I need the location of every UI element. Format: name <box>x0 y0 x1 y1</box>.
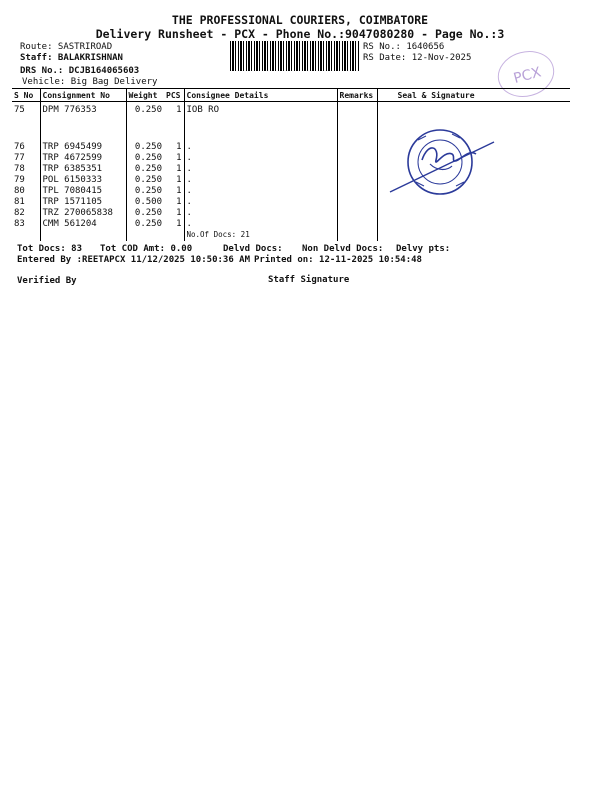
row-weight: 0.250 <box>134 141 162 152</box>
row-weight: 0.250 <box>134 174 162 185</box>
non-delvd-docs: Non Delvd Docs: <box>302 244 384 254</box>
row-sno: 76 <box>12 142 40 153</box>
delvy-pts: Delvy pts: <box>396 244 451 254</box>
row-weight: 0.500 <box>134 196 162 207</box>
row-consignment: TRZ 270065838 <box>40 208 126 219</box>
row-weight: 0.250 <box>134 207 162 218</box>
row-consignment: TRP 1571105 <box>40 197 126 208</box>
rs-date: RS Date: 12-Nov-2025 <box>363 53 472 63</box>
row-details: . <box>184 186 337 197</box>
row-details: . <box>184 208 337 219</box>
row-consignment: POL 6150333 <box>40 175 126 186</box>
row-consignment: CMM 561204 <box>40 219 126 230</box>
col-pcs: PCS <box>164 89 184 102</box>
runsheet-subtitle: Delivery Runsheet - PCX - Phone No.:9047080280 - Page No.:3 <box>95 27 505 41</box>
row-sno: 82 <box>12 208 40 219</box>
col-consignment: Consignment No <box>40 89 126 102</box>
vehicle-label: Vehicle: Big Bag Delivery <box>22 77 158 87</box>
staff-signature: Staff Signature <box>268 275 350 285</box>
verified-by: Verified By <box>17 276 77 286</box>
row-weight: 0.250 <box>134 105 162 115</box>
drs-label: DRS No.: DCJB164065603 <box>20 66 140 76</box>
row-pcs: 1 <box>164 186 184 197</box>
row-consignment: TPL 7080415 <box>40 186 126 197</box>
row-sno: 79 <box>12 175 40 186</box>
delvd-docs: Delvd Docs: <box>223 244 283 254</box>
row-sno: 81 <box>12 197 40 208</box>
row-pcs: 1 <box>164 197 184 208</box>
row-details: . <box>184 142 337 153</box>
row-details: . <box>184 197 337 208</box>
row-details: . <box>184 175 337 186</box>
row-details: IOB RO <box>184 102 337 142</box>
table-summary-row <box>12 230 570 241</box>
row-pcs: 1 <box>164 142 184 153</box>
row-pcs: 1 <box>164 175 184 186</box>
row-consignment: TRP 6385351 <box>40 164 126 175</box>
row-sno: 77 <box>12 153 40 164</box>
row-weight: 0.250 <box>134 218 162 229</box>
row-weight: 0.250 <box>134 185 162 196</box>
route-label: Route: SASTRIROAD <box>20 42 113 52</box>
seal-stamp <box>382 120 502 210</box>
col-remarks: Remarks <box>337 89 377 102</box>
col-weight: Weight <box>126 89 164 102</box>
col-sno: S No <box>12 89 40 102</box>
no-of-docs: No.Of Docs: 21 <box>184 230 337 241</box>
tot-docs: Tot Docs: 83 <box>17 244 83 254</box>
col-consignee: Consignee Details <box>184 89 337 102</box>
row-sno: 80 <box>12 186 40 197</box>
row-weight: 0.250 <box>134 152 162 163</box>
row-consignment: TRP 6945499 <box>40 142 126 153</box>
pcx-stamp-text: PCX <box>511 64 543 88</box>
row-sno: 75 <box>12 102 40 142</box>
row-consignment: TRP 4672599 <box>40 153 126 164</box>
row-details: . <box>184 219 337 230</box>
row-pcs: 1 <box>164 219 184 230</box>
barcode <box>230 41 360 71</box>
row-sno: 83 <box>12 219 40 230</box>
col-seal: Seal & Signature <box>377 89 570 102</box>
printed-on: Printed on: 12-11-2025 10:54:48 <box>254 255 422 265</box>
row-pcs: 1 <box>164 164 184 175</box>
row-sno: 78 <box>12 164 40 175</box>
row-details: . <box>184 153 337 164</box>
table-header-row <box>12 89 570 102</box>
row-weight: 0.250 <box>134 163 162 174</box>
staff-label: Staff: BALAKRISHNAN <box>20 53 123 63</box>
entered-by: Entered By :REETAPCX 11/12/2025 10:50:36 AM <box>17 255 250 265</box>
row-pcs: 1 <box>164 208 184 219</box>
row-details: . <box>184 164 337 175</box>
rs-number: RS No.: 1640656 <box>363 42 445 52</box>
row-pcs: 1 <box>164 153 184 164</box>
tot-cod-amt: Tot COD Amt: 0.00 <box>100 244 193 254</box>
row-consignment: DPM 776353 <box>40 102 126 142</box>
company-title: THE PROFESSIONAL COURIERS, COIMBATORE <box>171 13 429 27</box>
row-pcs: 1 <box>164 102 184 142</box>
table-row <box>12 219 570 230</box>
